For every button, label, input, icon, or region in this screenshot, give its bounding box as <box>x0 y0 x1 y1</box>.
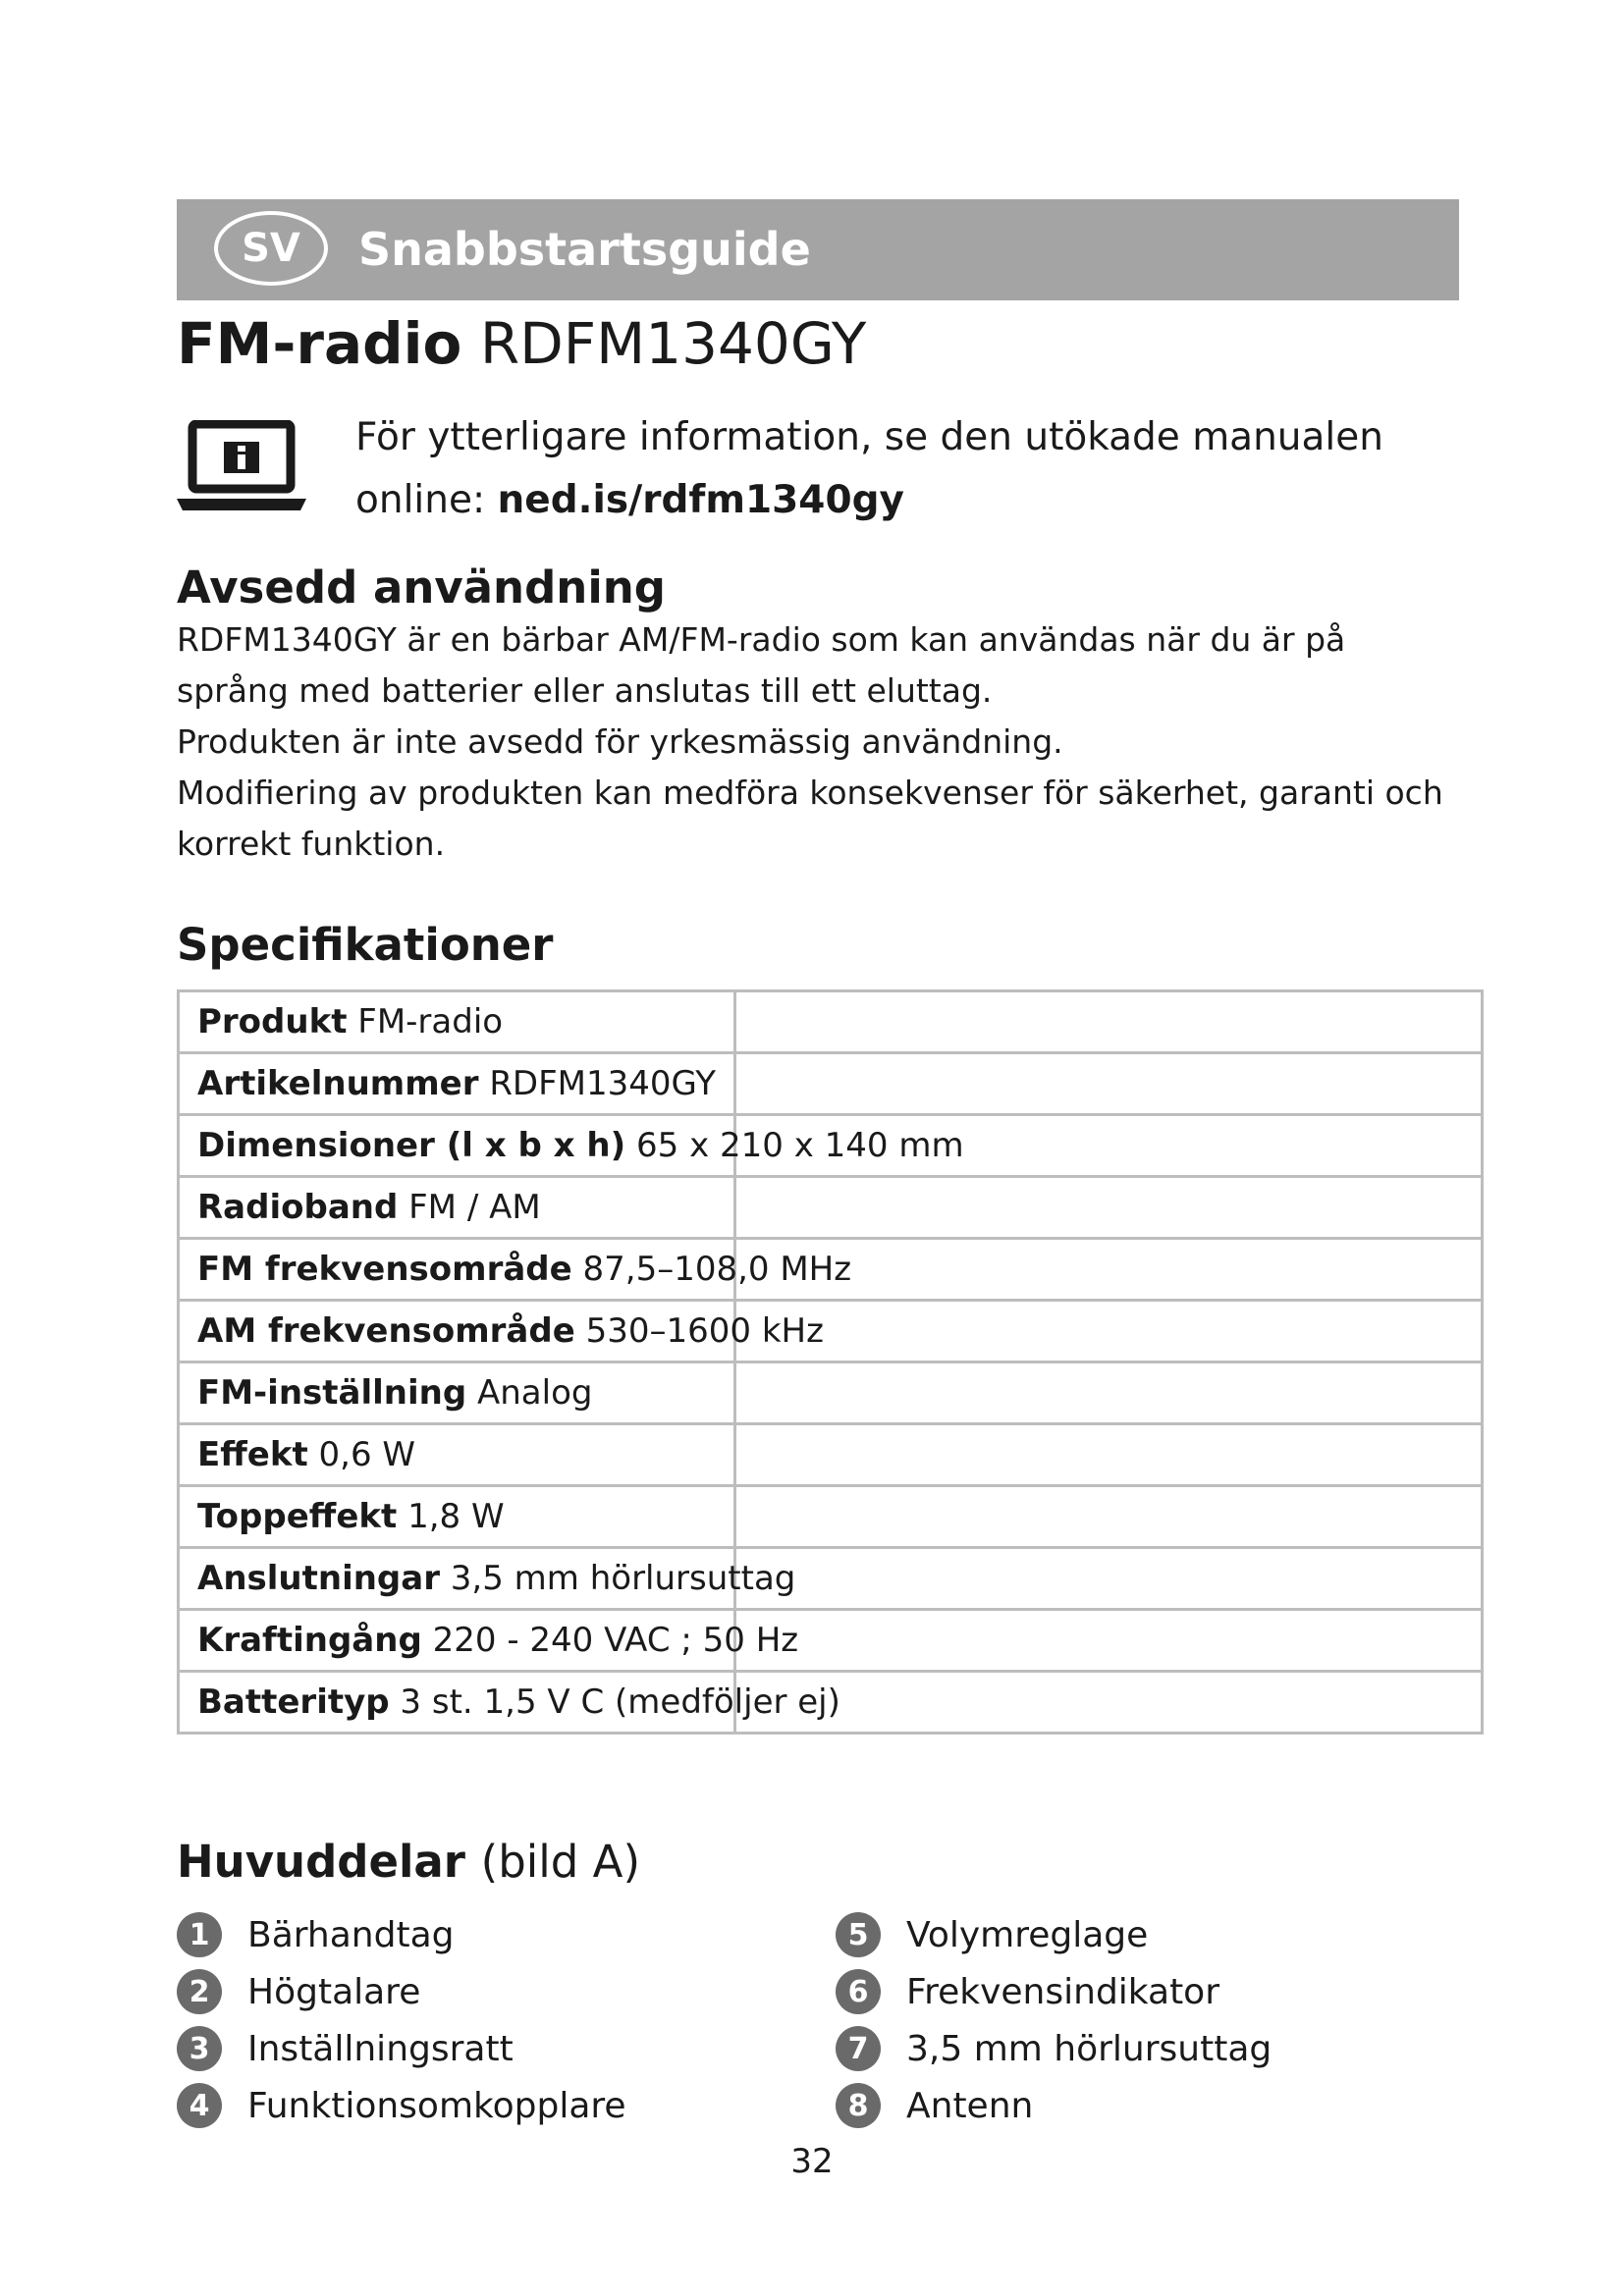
table-row <box>179 1053 1483 1115</box>
guide-title: Snabbstartsguide <box>358 223 811 276</box>
part-number-badge: 6 <box>836 1969 881 2014</box>
spec-value: 3 st. 1,5 V C (medföljer ej) <box>400 1682 840 1722</box>
spec-empty-cell <box>735 1053 1483 1115</box>
spec-cell <box>179 991 735 1053</box>
part-number-badge: 8 <box>836 2083 881 2128</box>
intended-use-paragraph: RDFM1340GY är en bärbar AM/FM-radio som kan användas när du är på språng med batterier eller anslutas till ett eluttag. <box>177 620 1346 710</box>
spec-empty-cell <box>735 1301 1483 1362</box>
spec-value: FM / AM <box>408 1188 541 1227</box>
spec-cell <box>179 1177 735 1239</box>
list-item <box>177 1906 785 1963</box>
spec-cell <box>179 1610 799 1672</box>
table-row <box>179 1301 1483 1362</box>
table-row <box>179 1672 1483 1734</box>
spec-cell <box>179 1239 852 1301</box>
part-label: Högtalare <box>247 1971 421 2012</box>
spec-value: 220 - 240 VAC ; 50 Hz <box>432 1621 799 1660</box>
table-row <box>179 1177 1483 1239</box>
spec-value: RDFM1340GY <box>489 1064 716 1103</box>
spec-empty-cell <box>735 991 1483 1053</box>
spec-key: Produkt <box>197 1002 348 1041</box>
spec-cell <box>179 1424 735 1486</box>
spec-value: 1,8 W <box>407 1497 505 1536</box>
table-row <box>179 1362 1483 1424</box>
spec-empty-cell <box>735 1548 1483 1610</box>
spec-value: 3,5 mm hörlursuttag <box>450 1559 796 1598</box>
spec-key: Kraftingång <box>197 1621 422 1660</box>
spec-key: FM-inställning <box>197 1373 467 1413</box>
manual-url-link[interactable]: ned.is/rdfm1340gy <box>497 478 904 522</box>
info-line-2-prefix: online: <box>355 478 498 522</box>
language-badge: SV <box>214 211 328 286</box>
parts-list-right <box>836 1906 1444 2134</box>
spec-key: Artikelnummer <box>197 1064 479 1103</box>
list-item <box>836 2020 1444 2077</box>
spec-key: Toppeffekt <box>197 1497 398 1536</box>
product-title <box>177 310 866 377</box>
table-row <box>179 1610 1483 1672</box>
spec-value: 0,6 W <box>318 1435 416 1474</box>
part-label: Funktionsomkopplare <box>247 2085 626 2126</box>
laptop-info-icon <box>175 420 308 512</box>
spec-empty-cell <box>735 1486 1483 1548</box>
part-number-badge: 5 <box>836 1912 881 1957</box>
spec-empty-cell <box>735 1177 1483 1239</box>
spec-empty-cell <box>735 1424 1483 1486</box>
specifications-table <box>177 989 1484 1735</box>
spec-cell <box>179 1115 964 1177</box>
spec-cell <box>179 1362 735 1424</box>
part-number-badge: 4 <box>177 2083 222 2128</box>
info-line-2 <box>355 469 1435 532</box>
info-text <box>355 406 1435 532</box>
table-row <box>179 1424 1483 1486</box>
part-label: Inställningsratt <box>247 2028 514 2069</box>
spec-value: 530–1600 kHz <box>585 1311 824 1351</box>
product-name: FM-radio <box>177 310 462 377</box>
list-item <box>836 1906 1444 1963</box>
parts-list-left <box>177 1906 785 2134</box>
header-banner <box>177 199 1459 300</box>
main-parts-heading-text: Huvuddelar <box>177 1836 465 1888</box>
intended-use-heading: Avsedd användning <box>177 561 667 614</box>
intended-use-paragraph: Produkten är inte avsedd för yrkesmässig användning. <box>177 722 1063 761</box>
list-item <box>836 1963 1444 2020</box>
spec-key: Dimensioner (l x b x h) <box>197 1126 626 1165</box>
spec-empty-cell <box>735 1362 1483 1424</box>
table-row <box>179 1115 1483 1177</box>
spec-key: AM frekvensområde <box>197 1311 575 1351</box>
spec-key: Anslutningar <box>197 1559 440 1598</box>
product-model: RDFM1340GY <box>479 310 867 377</box>
table-row <box>179 1239 1483 1301</box>
spec-empty-cell <box>735 1672 1483 1734</box>
part-label: Frekvensindikator <box>906 1971 1220 2012</box>
spec-cell <box>179 1548 796 1610</box>
part-number-badge: 7 <box>836 2026 881 2071</box>
part-number-badge: 3 <box>177 2026 222 2071</box>
main-parts-heading <box>177 1836 640 1888</box>
table-row <box>179 991 1483 1053</box>
part-label: Bärhandtag <box>247 1914 455 1955</box>
spec-cell <box>179 1672 840 1734</box>
spec-value: 65 x 210 x 140 mm <box>636 1126 964 1165</box>
intended-use-paragraph: Modifiering av produkten kan medföra konsekvenser för säkerhet, garanti och korrekt funktion. <box>177 774 1443 863</box>
table-row <box>179 1548 1483 1610</box>
list-item <box>836 2077 1444 2134</box>
spec-key: Effekt <box>197 1435 308 1474</box>
page-number: 32 <box>790 2142 834 2181</box>
intended-use-text <box>177 614 1453 870</box>
list-item <box>177 2077 785 2134</box>
spec-empty-cell <box>735 1610 1483 1672</box>
part-label: Volymreglage <box>906 1914 1149 1955</box>
spec-value: FM-radio <box>357 1002 504 1041</box>
part-label: 3,5 mm hörlursuttag <box>906 2028 1272 2069</box>
list-item <box>177 2020 785 2077</box>
spec-value: 87,5–108,0 MHz <box>582 1250 852 1289</box>
spec-key: Radioband <box>197 1188 399 1227</box>
part-number-badge: 1 <box>177 1912 222 1957</box>
spec-cell <box>179 1486 735 1548</box>
specifications-heading: Specifikationer <box>177 919 554 971</box>
table-row <box>179 1486 1483 1548</box>
list-item <box>177 1963 785 2020</box>
part-number-badge: 2 <box>177 1969 222 2014</box>
main-parts-figure-ref: (bild A) <box>480 1836 641 1888</box>
spec-value: Analog <box>477 1373 593 1413</box>
spec-cell <box>179 1053 735 1115</box>
spec-key: Batterityp <box>197 1682 390 1722</box>
spec-key: FM frekvensområde <box>197 1250 572 1289</box>
spec-cell <box>179 1301 824 1362</box>
info-line-1: För ytterligare information, se den utökade manualen <box>355 415 1383 459</box>
part-label: Antenn <box>906 2085 1034 2126</box>
